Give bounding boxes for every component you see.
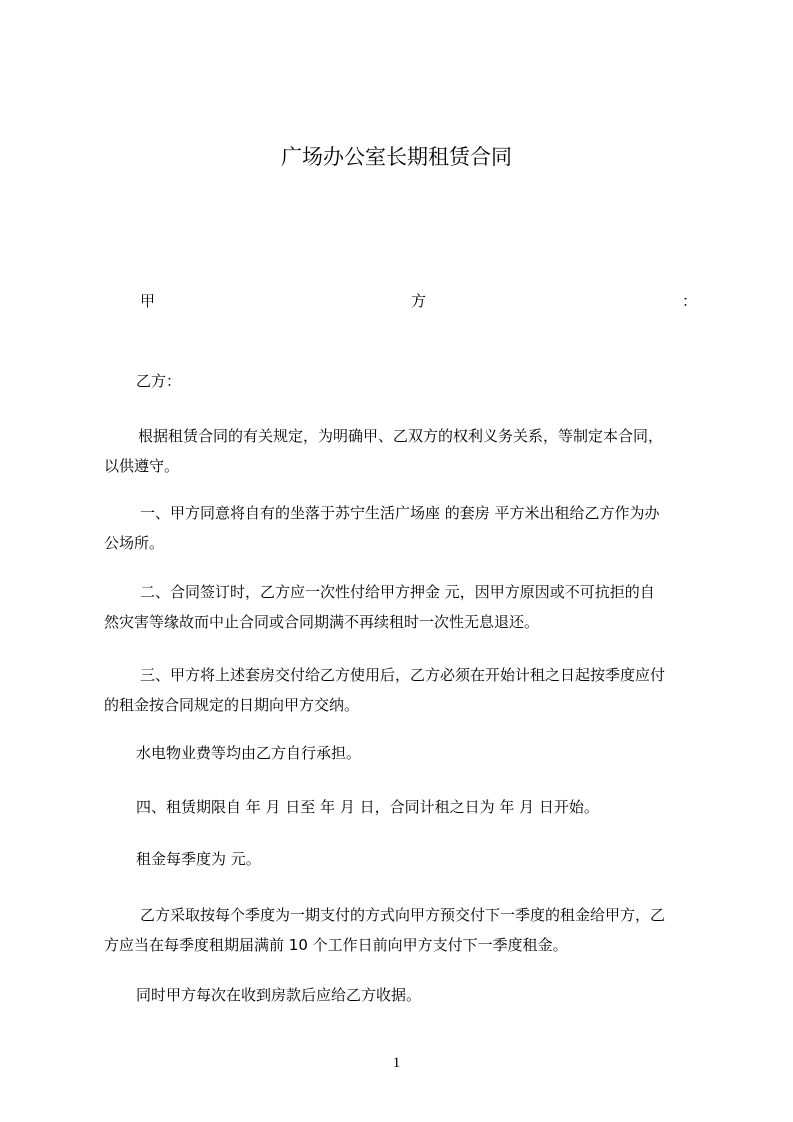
paragraph-clause-3 xyxy=(104,660,698,720)
party-a-colon: ： xyxy=(682,292,698,310)
party-b-line: 乙方： xyxy=(136,372,182,390)
paragraph-line: 以供遵守。 xyxy=(104,457,180,475)
paragraph-utilities xyxy=(136,738,730,768)
paragraph-payment xyxy=(104,900,698,960)
paragraph-receipt xyxy=(136,980,730,1010)
page-number: 1 xyxy=(392,1055,401,1071)
paragraph-clause-4 xyxy=(136,792,730,822)
paragraph-line: 然灾害等缘故而中止合同或合同期满不再续租时一次性无息退还。 xyxy=(104,613,540,631)
paragraph-line: 根据租赁合同的有关规定，为明确甲、乙双方的权利义务关系，等制定本合同， xyxy=(138,427,664,445)
paragraph-line: 的租金按合同规定的日期向甲方交纳。 xyxy=(104,696,360,714)
paragraph-line: 租金每季度为 元。 xyxy=(136,850,261,868)
paragraph-line: 一、甲方同意将自有的坐落于苏宁生活广场座 的套房 平方米出租给乙方作为办 xyxy=(140,504,660,522)
party-a-char-jia: 甲 xyxy=(140,292,156,310)
party-a-line xyxy=(104,290,698,312)
paragraph-rent-amount xyxy=(136,844,730,874)
paragraph-line: 方应当在每季度租期届满前 10 个工作日前向甲方支付下一季度租金。 xyxy=(104,936,568,954)
paragraph-line: 四、租赁期限自 年 月 日至 年 月 日，合同计租之日为 年 月 日开始。 xyxy=(136,798,599,816)
paragraph-clause-2 xyxy=(104,577,698,637)
party-a-char-fang: 方 xyxy=(411,292,427,310)
paragraph-line: 水电物业费等均由乙方自行承担。 xyxy=(136,744,362,762)
paragraph-line: 公场所。 xyxy=(104,534,165,552)
paragraph-clause-1 xyxy=(104,498,698,558)
paragraph-line: 乙方采取按每个季度为一期支付的方式向甲方预交付下一季度的租金给甲方，乙 xyxy=(140,906,666,924)
document-title: 广场办公室长期租赁合同 xyxy=(281,145,512,169)
paragraph-preamble xyxy=(104,421,698,481)
paragraph-line: 三、甲方将上述套房交付给乙方使用后，乙方必须在开始计租之日起按季度应付 xyxy=(140,666,666,684)
paragraph-line: 二、合同签订时，乙方应一次性付给甲方押金 元，因甲方原因或不可抗拒的自 xyxy=(140,583,655,601)
paragraph-line: 同时甲方每次在收到房款后应给乙方收据。 xyxy=(136,986,422,1004)
